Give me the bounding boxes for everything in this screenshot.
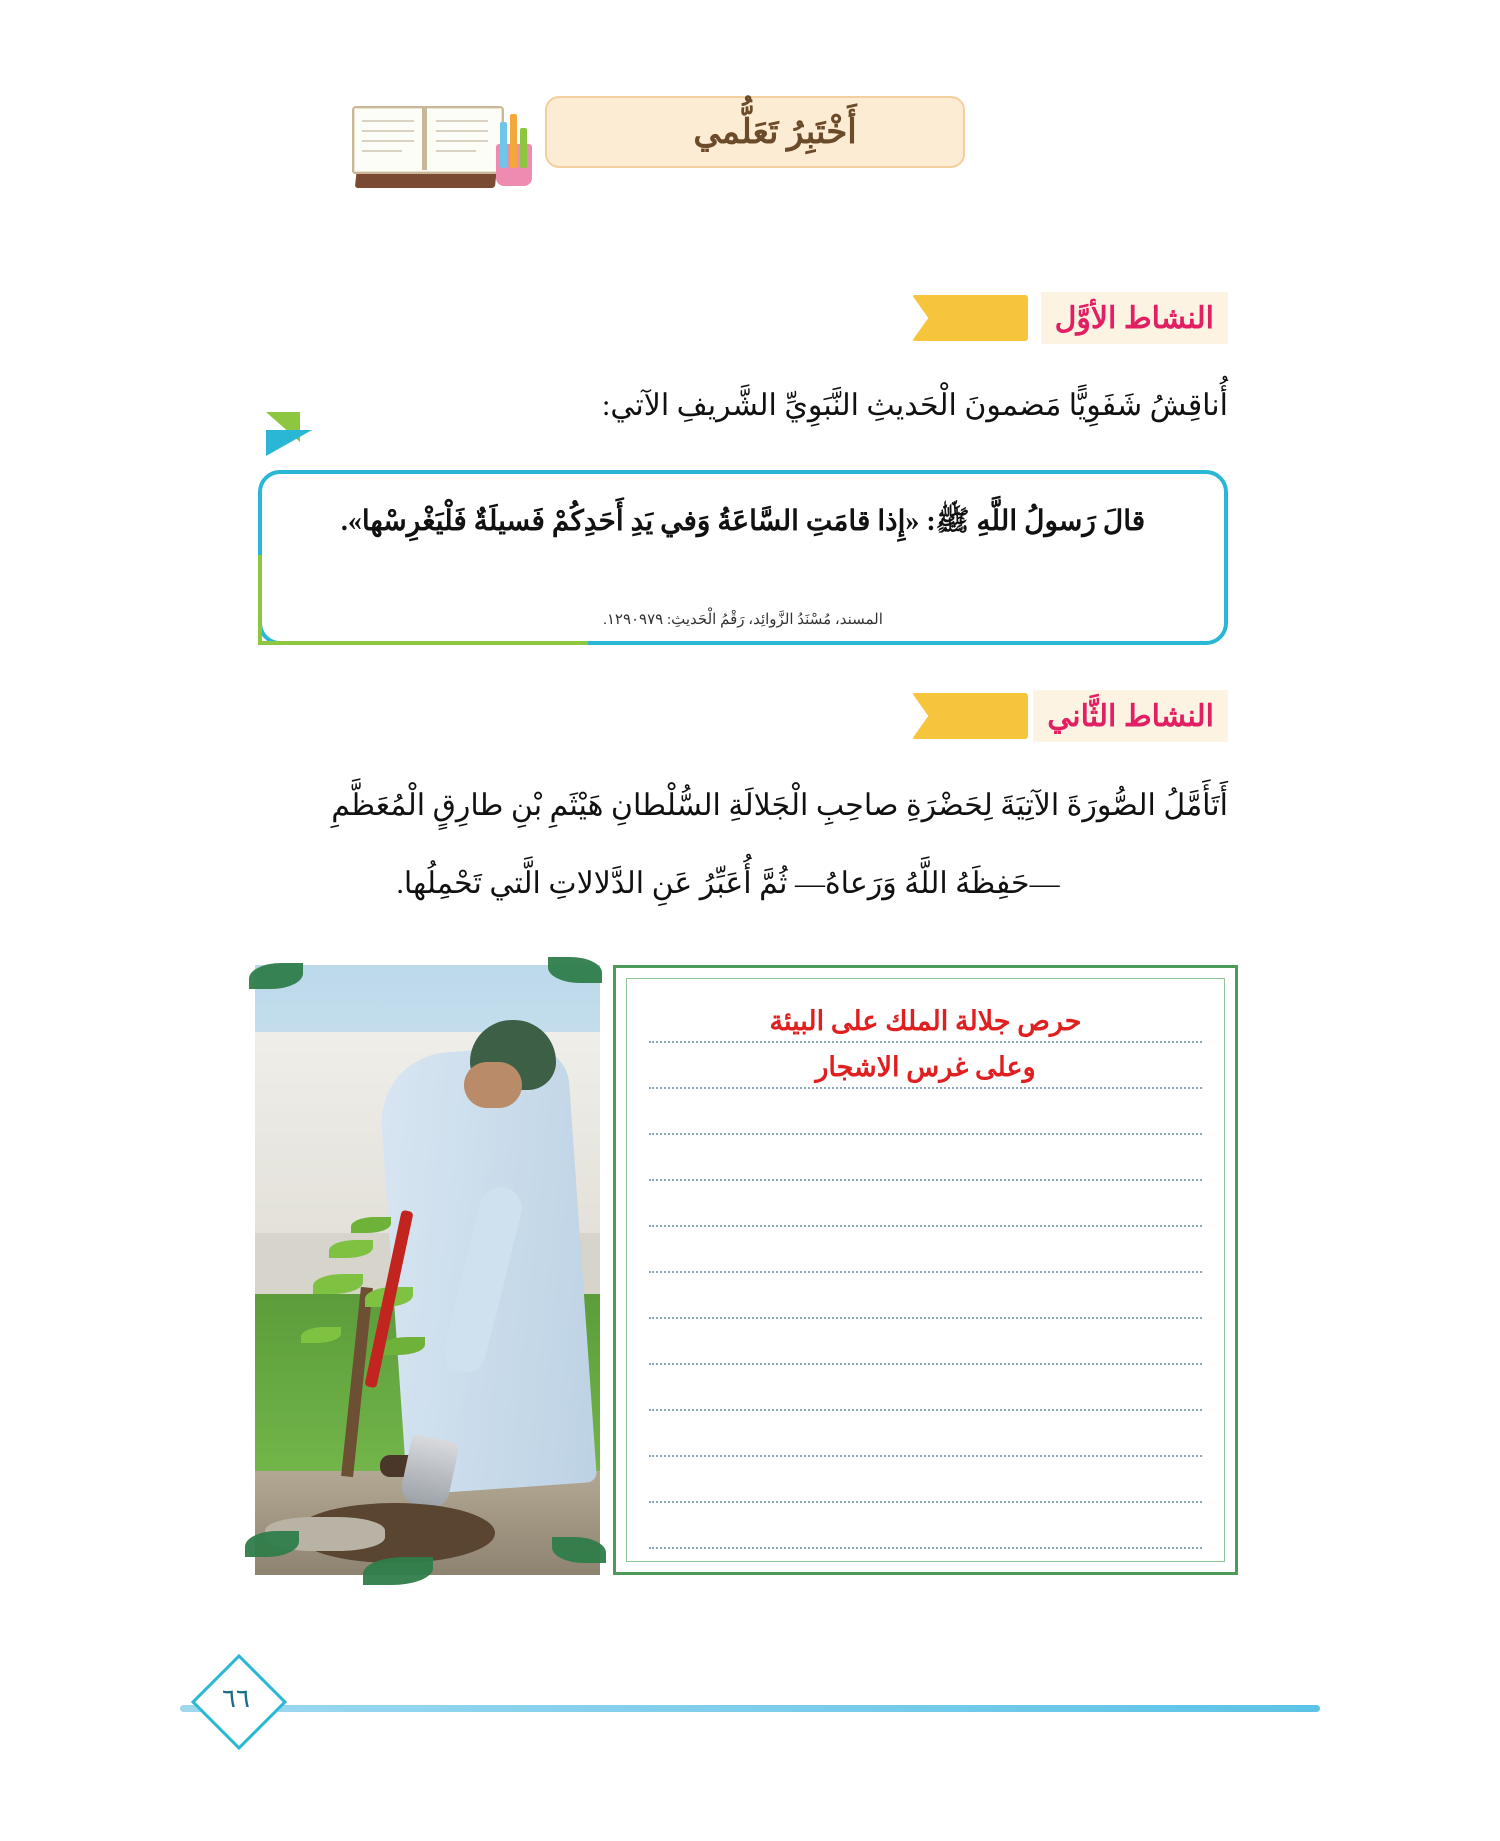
photo-content: [255, 965, 600, 1575]
arrow-tag-icon: [912, 693, 1028, 739]
hadith-box: [258, 470, 1228, 645]
activity-two-label: النشاط الثَّاني: [1033, 690, 1228, 742]
handwritten-answer-line-2: وعلى غرس الاشجار: [815, 1052, 1036, 1082]
answer-line[interactable]: [649, 1043, 1202, 1089]
page-title: أَخْتَبِرُ تَعَلُّمي: [693, 114, 857, 151]
activity-one-header: [768, 292, 1228, 344]
answer-line[interactable]: [649, 1273, 1202, 1319]
activity-two-header: [768, 690, 1228, 742]
answer-line[interactable]: [649, 1365, 1202, 1411]
books-and-pencils-icon: [350, 92, 540, 210]
answer-line[interactable]: [649, 1181, 1202, 1227]
answer-line[interactable]: [649, 1135, 1202, 1181]
answer-sheet[interactable]: [613, 965, 1238, 1575]
activity-two-instruction-line2: —حَفِظَهُ اللَّهُ وَرَعاهُ— ثُمَّ أُعَبِّرُ عَنِ الدَّلالاتِ الَّتي تَحْمِلُها.: [396, 867, 1060, 900]
page-number: ٦٦: [222, 1684, 250, 1713]
answer-line[interactable]: [649, 1227, 1202, 1273]
activity-one-label: النشاط الأوَّل: [1041, 292, 1228, 344]
activity-two-instruction-line1: أَتَأَمَّلُ الصُّورَةَ الآتِيَةَ لِحَضْرَةِ صاحِبِ الْجَلالَةِ السُّلْطانِ هَيْثَمِ بْنِ طارِقٍ الْمُعَظَّمِ: [331, 789, 1228, 822]
answer-line[interactable]: [649, 1457, 1202, 1503]
page-title-banner: [545, 96, 965, 168]
answer-line[interactable]: [649, 997, 1202, 1043]
sultan-planting-tree-photo: [255, 965, 600, 1575]
answer-line[interactable]: [649, 1089, 1202, 1135]
answer-line[interactable]: [649, 1503, 1202, 1549]
answer-line[interactable]: [649, 1411, 1202, 1457]
handwritten-answer-line-1: حرص جلالة الملك على البيئة: [769, 1006, 1082, 1036]
page-header: [0, 92, 1500, 212]
arrow-tag-icon: [912, 295, 1028, 341]
hadith-text: قالَ رَسولُ اللَّهِ ﷺ: «إِذا قامَتِ السَّاعَةُ وَفي يَدِ أَحَدِكُمْ فَسيلَةٌ فَلْيَغْرِسْها».: [340, 506, 1146, 537]
answer-line[interactable]: [649, 1319, 1202, 1365]
footer-divider: [180, 1705, 1320, 1712]
answer-sheet-inner[interactable]: [626, 978, 1225, 1562]
ribbon-blue-icon: [266, 430, 312, 456]
activity-one-instruction: أُناقِشُ شَفَوِيًّا مَضمونَ الْحَديثِ النَّبَوِيِّ الشَّريفِ الآتي:: [602, 389, 1228, 422]
hadith-source: المسند، مُسْنَدُ الزَّوائِد، رَقْمُ الْحَديثِ: ١٢٩٠٩٧٩.: [603, 612, 883, 628]
